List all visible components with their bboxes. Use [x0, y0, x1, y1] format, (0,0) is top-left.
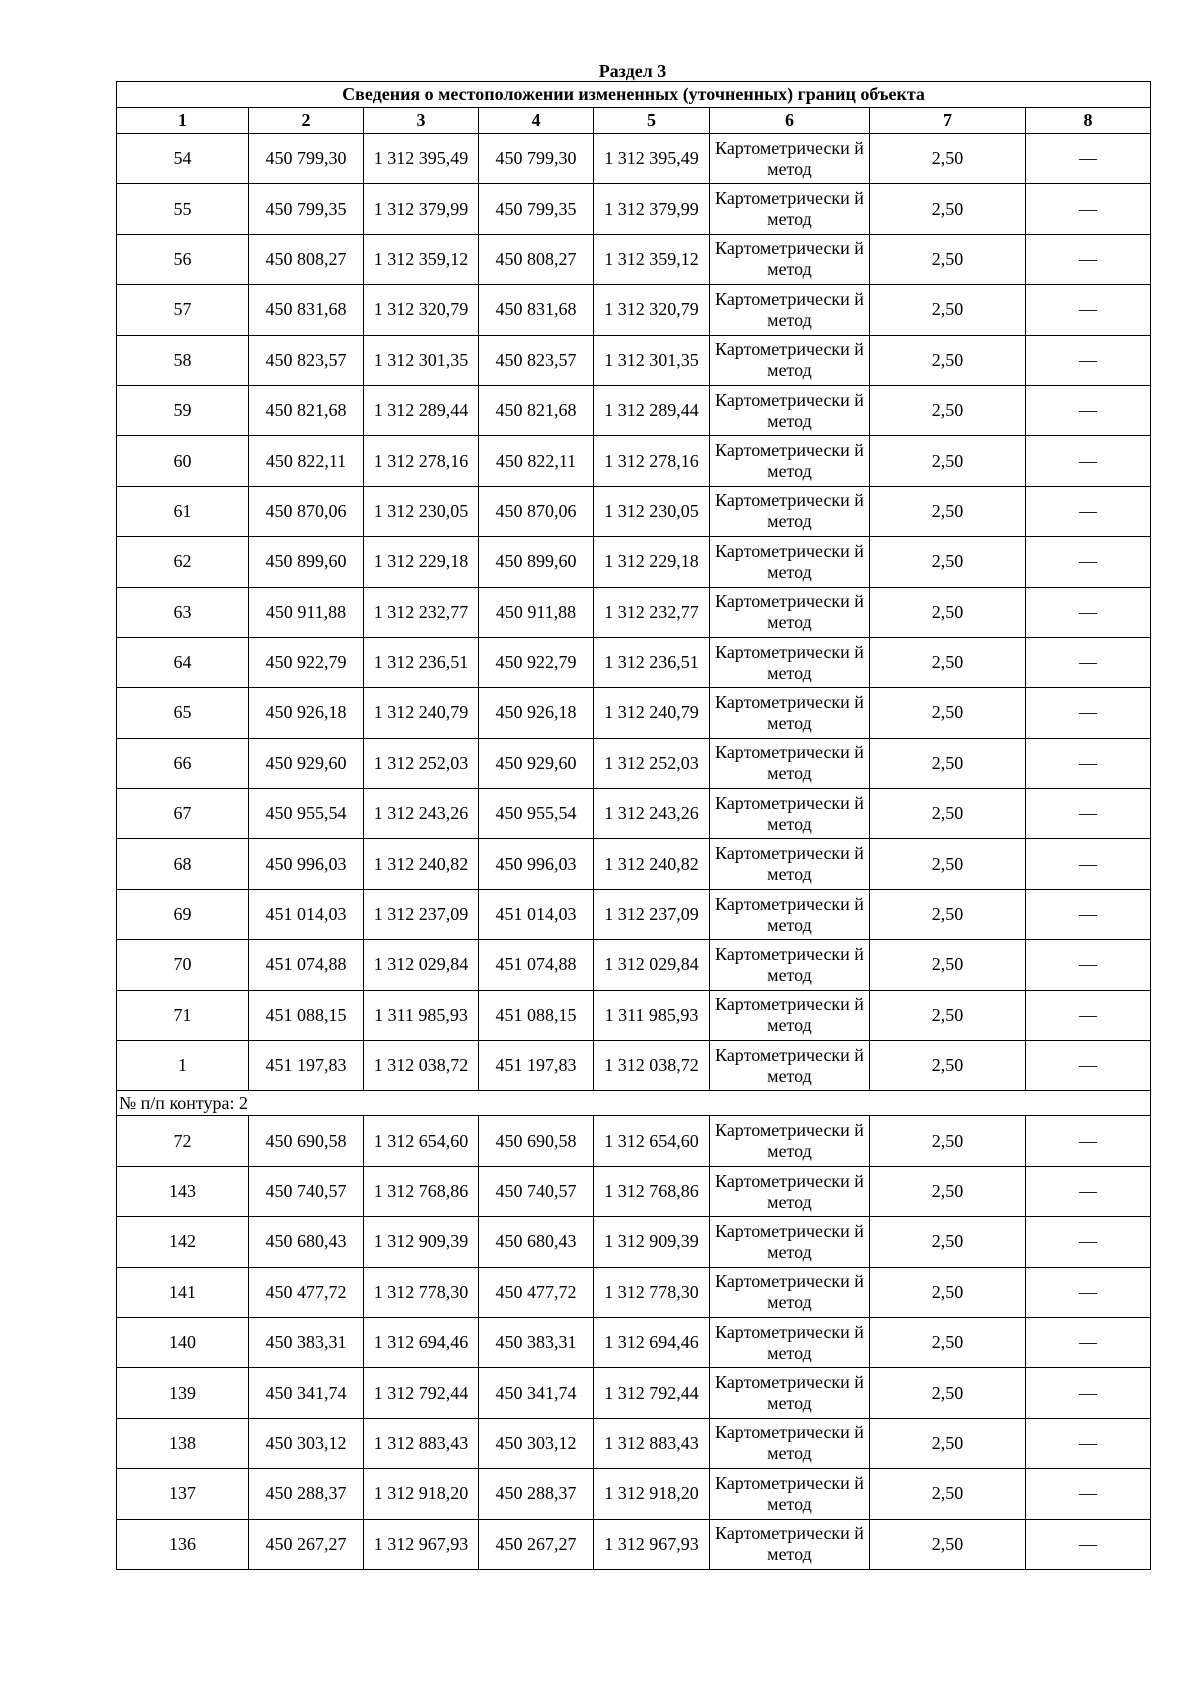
- table-row: [117, 385, 1151, 435]
- table-row: [117, 335, 1151, 385]
- table-row: [117, 134, 1151, 184]
- description-cell: —: [1026, 1217, 1151, 1267]
- method-cell: Картометрически й метод: [710, 990, 870, 1040]
- point-number-cell: 65: [117, 688, 249, 738]
- column-number-row: [117, 108, 1151, 134]
- description-cell: —: [1026, 738, 1151, 788]
- accuracy-cell: 2,50: [870, 990, 1026, 1040]
- y-new-cell: 1 312 232,77: [594, 587, 710, 637]
- method-cell: Картометрически й метод: [710, 184, 870, 234]
- x-new-cell: 451 074,88: [479, 940, 594, 990]
- method-cell: Картометрически й метод: [710, 1368, 870, 1418]
- point-number-cell: 56: [117, 234, 249, 284]
- table-row: [117, 1418, 1151, 1468]
- y-new-cell: 1 312 768,86: [594, 1166, 710, 1216]
- x-new-cell: 450 799,35: [479, 184, 594, 234]
- y-new-cell: 1 312 038,72: [594, 1041, 710, 1091]
- y-existing-cell: 1 312 395,49: [364, 134, 479, 184]
- point-number-cell: 1: [117, 1041, 249, 1091]
- method-cell: Картометрически й метод: [710, 738, 870, 788]
- table-row: [117, 184, 1151, 234]
- y-existing-cell: 1 312 301,35: [364, 335, 479, 385]
- column-number: 4: [479, 108, 594, 134]
- x-existing-cell: 450 680,43: [249, 1217, 364, 1267]
- point-number-cell: 138: [117, 1418, 249, 1468]
- table-row: [117, 889, 1151, 939]
- point-number-cell: 70: [117, 940, 249, 990]
- accuracy-cell: 2,50: [870, 234, 1026, 284]
- table-row: [117, 990, 1151, 1040]
- point-number-cell: 59: [117, 385, 249, 435]
- accuracy-cell: 2,50: [870, 1217, 1026, 1267]
- x-new-cell: 450 690,58: [479, 1116, 594, 1166]
- x-new-cell: 450 823,57: [479, 335, 594, 385]
- y-existing-cell: 1 312 240,82: [364, 839, 479, 889]
- x-new-cell: 450 996,03: [479, 839, 594, 889]
- accuracy-cell: 2,50: [870, 385, 1026, 435]
- accuracy-cell: 2,50: [870, 1469, 1026, 1519]
- point-number-cell: 54: [117, 134, 249, 184]
- method-cell: Картометрически й метод: [710, 1166, 870, 1216]
- y-new-cell: 1 312 029,84: [594, 940, 710, 990]
- method-cell: Картометрически й метод: [710, 1217, 870, 1267]
- x-existing-cell: 451 088,15: [249, 990, 364, 1040]
- table-row: [117, 1166, 1151, 1216]
- x-existing-cell: 450 899,60: [249, 537, 364, 587]
- y-new-cell: 1 312 252,03: [594, 738, 710, 788]
- x-existing-cell: 450 288,37: [249, 1469, 364, 1519]
- point-number-cell: 139: [117, 1368, 249, 1418]
- x-existing-cell: 450 690,58: [249, 1116, 364, 1166]
- point-number-cell: 67: [117, 789, 249, 839]
- method-cell: Картометрически й метод: [710, 1116, 870, 1166]
- table-caption: Сведения о местоположении измененных (уточненных) границ объекта: [117, 82, 1151, 108]
- method-cell: Картометрически й метод: [710, 839, 870, 889]
- x-new-cell: 450 821,68: [479, 385, 594, 435]
- table-row: [117, 285, 1151, 335]
- y-existing-cell: 1 312 918,20: [364, 1469, 479, 1519]
- column-number: 1: [117, 108, 249, 134]
- x-existing-cell: 450 799,35: [249, 184, 364, 234]
- y-existing-cell: 1 312 359,12: [364, 234, 479, 284]
- y-new-cell: 1 312 301,35: [594, 335, 710, 385]
- description-cell: —: [1026, 688, 1151, 738]
- method-cell: Картометрически й метод: [710, 134, 870, 184]
- accuracy-cell: 2,50: [870, 184, 1026, 234]
- point-number-cell: 68: [117, 839, 249, 889]
- y-existing-cell: 1 312 792,44: [364, 1368, 479, 1418]
- accuracy-cell: 2,50: [870, 134, 1026, 184]
- accuracy-cell: 2,50: [870, 1166, 1026, 1216]
- point-number-cell: 55: [117, 184, 249, 234]
- y-new-cell: 1 312 240,79: [594, 688, 710, 738]
- accuracy-cell: 2,50: [870, 537, 1026, 587]
- column-number: 6: [710, 108, 870, 134]
- description-cell: —: [1026, 385, 1151, 435]
- y-new-cell: 1 312 278,16: [594, 436, 710, 486]
- x-new-cell: 450 922,79: [479, 637, 594, 687]
- description-cell: —: [1026, 1116, 1151, 1166]
- method-cell: Картометрически й метод: [710, 1519, 870, 1569]
- x-existing-cell: 450 870,06: [249, 486, 364, 536]
- y-new-cell: 1 312 967,93: [594, 1519, 710, 1569]
- point-number-cell: 57: [117, 285, 249, 335]
- description-cell: —: [1026, 335, 1151, 385]
- y-existing-cell: 1 311 985,93: [364, 990, 479, 1040]
- method-cell: Картометрически й метод: [710, 587, 870, 637]
- y-existing-cell: 1 312 237,09: [364, 889, 479, 939]
- method-cell: Картометрически й метод: [710, 436, 870, 486]
- y-existing-cell: 1 312 654,60: [364, 1116, 479, 1166]
- point-number-cell: 62: [117, 537, 249, 587]
- method-cell: Картометрически й метод: [710, 889, 870, 939]
- table-body: [117, 82, 1151, 1570]
- point-number-cell: 61: [117, 486, 249, 536]
- accuracy-cell: 2,50: [870, 1519, 1026, 1569]
- table-row: [117, 1267, 1151, 1317]
- accuracy-cell: 2,50: [870, 1041, 1026, 1091]
- accuracy-cell: 2,50: [870, 285, 1026, 335]
- x-new-cell: 451 014,03: [479, 889, 594, 939]
- accuracy-cell: 2,50: [870, 789, 1026, 839]
- x-existing-cell: 450 740,57: [249, 1166, 364, 1216]
- x-existing-cell: 450 267,27: [249, 1519, 364, 1569]
- x-new-cell: 450 680,43: [479, 1217, 594, 1267]
- x-new-cell: 450 831,68: [479, 285, 594, 335]
- x-existing-cell: 450 911,88: [249, 587, 364, 637]
- point-number-cell: 137: [117, 1469, 249, 1519]
- table-row: [117, 587, 1151, 637]
- y-new-cell: 1 312 778,30: [594, 1267, 710, 1317]
- method-cell: Картометрически й метод: [710, 234, 870, 284]
- x-existing-cell: 451 074,88: [249, 940, 364, 990]
- y-existing-cell: 1 312 243,26: [364, 789, 479, 839]
- x-new-cell: 451 088,15: [479, 990, 594, 1040]
- table-row: [117, 436, 1151, 486]
- x-new-cell: 451 197,83: [479, 1041, 594, 1091]
- table-row: [117, 1368, 1151, 1418]
- x-existing-cell: 450 822,11: [249, 436, 364, 486]
- x-new-cell: 450 899,60: [479, 537, 594, 587]
- x-new-cell: 450 955,54: [479, 789, 594, 839]
- table-row: [117, 688, 1151, 738]
- point-number-cell: 136: [117, 1519, 249, 1569]
- x-existing-cell: 450 922,79: [249, 637, 364, 687]
- accuracy-cell: 2,50: [870, 940, 1026, 990]
- table-row: [117, 1217, 1151, 1267]
- y-new-cell: 1 312 395,49: [594, 134, 710, 184]
- table-row: [117, 537, 1151, 587]
- table-row: [117, 940, 1151, 990]
- point-number-cell: 63: [117, 587, 249, 637]
- x-existing-cell: 451 197,83: [249, 1041, 364, 1091]
- point-number-cell: 142: [117, 1217, 249, 1267]
- point-number-cell: 72: [117, 1116, 249, 1166]
- accuracy-cell: 2,50: [870, 436, 1026, 486]
- x-new-cell: 450 929,60: [479, 738, 594, 788]
- x-new-cell: 450 477,72: [479, 1267, 594, 1317]
- x-existing-cell: 450 799,30: [249, 134, 364, 184]
- accuracy-cell: 2,50: [870, 889, 1026, 939]
- method-cell: Картометрически й метод: [710, 1418, 870, 1468]
- y-existing-cell: 1 312 778,30: [364, 1267, 479, 1317]
- x-new-cell: 450 870,06: [479, 486, 594, 536]
- y-existing-cell: 1 312 320,79: [364, 285, 479, 335]
- x-existing-cell: 450 929,60: [249, 738, 364, 788]
- y-new-cell: 1 312 240,82: [594, 839, 710, 889]
- y-existing-cell: 1 312 230,05: [364, 486, 479, 536]
- description-cell: —: [1026, 1041, 1151, 1091]
- accuracy-cell: 2,50: [870, 486, 1026, 536]
- y-new-cell: 1 312 379,99: [594, 184, 710, 234]
- description-cell: —: [1026, 537, 1151, 587]
- description-cell: —: [1026, 1368, 1151, 1418]
- x-existing-cell: 450 383,31: [249, 1317, 364, 1367]
- accuracy-cell: 2,50: [870, 839, 1026, 889]
- accuracy-cell: 2,50: [870, 738, 1026, 788]
- accuracy-cell: 2,50: [870, 1368, 1026, 1418]
- y-existing-cell: 1 312 240,79: [364, 688, 479, 738]
- table-row: [117, 234, 1151, 284]
- description-cell: —: [1026, 436, 1151, 486]
- description-cell: —: [1026, 134, 1151, 184]
- accuracy-cell: 2,50: [870, 1116, 1026, 1166]
- method-cell: Картометрически й метод: [710, 1267, 870, 1317]
- x-new-cell: 450 341,74: [479, 1368, 594, 1418]
- method-cell: Картометрически й метод: [710, 688, 870, 738]
- description-cell: —: [1026, 1469, 1151, 1519]
- accuracy-cell: 2,50: [870, 587, 1026, 637]
- y-new-cell: 1 312 359,12: [594, 234, 710, 284]
- x-new-cell: 450 740,57: [479, 1166, 594, 1216]
- method-cell: Картометрически й метод: [710, 789, 870, 839]
- y-existing-cell: 1 312 883,43: [364, 1418, 479, 1468]
- method-cell: Картометрически й метод: [710, 1469, 870, 1519]
- x-new-cell: 450 926,18: [479, 688, 594, 738]
- column-number: 2: [249, 108, 364, 134]
- description-cell: —: [1026, 184, 1151, 234]
- point-number-cell: 141: [117, 1267, 249, 1317]
- x-existing-cell: 450 303,12: [249, 1418, 364, 1468]
- y-existing-cell: 1 312 038,72: [364, 1041, 479, 1091]
- x-existing-cell: 450 926,18: [249, 688, 364, 738]
- column-number: 8: [1026, 108, 1151, 134]
- x-existing-cell: 450 996,03: [249, 839, 364, 889]
- table-caption-row: [117, 82, 1151, 108]
- method-cell: Картометрически й метод: [710, 385, 870, 435]
- method-cell: Картометрически й метод: [710, 940, 870, 990]
- y-existing-cell: 1 312 236,51: [364, 637, 479, 687]
- description-cell: —: [1026, 839, 1151, 889]
- y-existing-cell: 1 312 229,18: [364, 537, 479, 587]
- accuracy-cell: 2,50: [870, 688, 1026, 738]
- table-row: [117, 1116, 1151, 1166]
- accuracy-cell: 2,50: [870, 1267, 1026, 1317]
- column-number: 3: [364, 108, 479, 134]
- table-row: [117, 637, 1151, 687]
- y-new-cell: 1 312 918,20: [594, 1469, 710, 1519]
- description-cell: —: [1026, 1317, 1151, 1367]
- accuracy-cell: 2,50: [870, 335, 1026, 385]
- x-existing-cell: 450 808,27: [249, 234, 364, 284]
- method-cell: Картометрически й метод: [710, 537, 870, 587]
- x-existing-cell: 450 477,72: [249, 1267, 364, 1317]
- y-new-cell: 1 312 654,60: [594, 1116, 710, 1166]
- x-new-cell: 450 267,27: [479, 1519, 594, 1569]
- point-number-cell: 60: [117, 436, 249, 486]
- method-cell: Картометрически й метод: [710, 1317, 870, 1367]
- accuracy-cell: 2,50: [870, 1418, 1026, 1468]
- y-new-cell: 1 312 792,44: [594, 1368, 710, 1418]
- x-new-cell: 450 808,27: [479, 234, 594, 284]
- description-cell: —: [1026, 285, 1151, 335]
- contour-label: № п/п контура: 2: [117, 1091, 1151, 1116]
- description-cell: —: [1026, 789, 1151, 839]
- description-cell: —: [1026, 990, 1151, 1040]
- point-number-cell: 140: [117, 1317, 249, 1367]
- table-row: [117, 1519, 1151, 1569]
- y-new-cell: 1 312 243,26: [594, 789, 710, 839]
- contour-label-row: [117, 1091, 1151, 1116]
- table-row: [117, 1041, 1151, 1091]
- y-existing-cell: 1 312 379,99: [364, 184, 479, 234]
- y-existing-cell: 1 312 289,44: [364, 385, 479, 435]
- point-number-cell: 143: [117, 1166, 249, 1216]
- x-new-cell: 450 303,12: [479, 1418, 594, 1468]
- y-new-cell: 1 312 230,05: [594, 486, 710, 536]
- method-cell: Картометрически й метод: [710, 637, 870, 687]
- description-cell: —: [1026, 234, 1151, 284]
- method-cell: Картометрически й метод: [710, 486, 870, 536]
- y-existing-cell: 1 312 029,84: [364, 940, 479, 990]
- column-number: 7: [870, 108, 1026, 134]
- method-cell: Картометрически й метод: [710, 1041, 870, 1091]
- boundary-coordinates-table: [116, 81, 1151, 1570]
- description-cell: —: [1026, 637, 1151, 687]
- x-new-cell: 450 799,30: [479, 134, 594, 184]
- y-new-cell: 1 312 236,51: [594, 637, 710, 687]
- table-row: [117, 1317, 1151, 1367]
- method-cell: Картометрически й метод: [710, 335, 870, 385]
- y-existing-cell: 1 312 232,77: [364, 587, 479, 637]
- description-cell: —: [1026, 1166, 1151, 1216]
- x-existing-cell: 450 823,57: [249, 335, 364, 385]
- table-row: [117, 789, 1151, 839]
- description-cell: —: [1026, 587, 1151, 637]
- y-new-cell: 1 311 985,93: [594, 990, 710, 1040]
- description-cell: —: [1026, 889, 1151, 939]
- x-existing-cell: 450 955,54: [249, 789, 364, 839]
- y-new-cell: 1 312 229,18: [594, 537, 710, 587]
- method-cell: Картометрически й метод: [710, 285, 870, 335]
- accuracy-cell: 2,50: [870, 637, 1026, 687]
- x-existing-cell: 450 831,68: [249, 285, 364, 335]
- y-new-cell: 1 312 883,43: [594, 1418, 710, 1468]
- x-new-cell: 450 822,11: [479, 436, 594, 486]
- table-row: [117, 839, 1151, 889]
- table-row: [117, 738, 1151, 788]
- section-title: Раздел 3: [598, 61, 667, 81]
- y-existing-cell: 1 312 278,16: [364, 436, 479, 486]
- y-existing-cell: 1 312 967,93: [364, 1519, 479, 1569]
- y-existing-cell: 1 312 768,86: [364, 1166, 479, 1216]
- point-number-cell: 64: [117, 637, 249, 687]
- y-new-cell: 1 312 320,79: [594, 285, 710, 335]
- point-number-cell: 66: [117, 738, 249, 788]
- table-row: [117, 486, 1151, 536]
- x-existing-cell: 451 014,03: [249, 889, 364, 939]
- accuracy-cell: 2,50: [870, 1317, 1026, 1367]
- description-cell: —: [1026, 940, 1151, 990]
- point-number-cell: 69: [117, 889, 249, 939]
- x-existing-cell: 450 821,68: [249, 385, 364, 435]
- point-number-cell: 71: [117, 990, 249, 1040]
- point-number-cell: 58: [117, 335, 249, 385]
- column-number: 5: [594, 108, 710, 134]
- x-new-cell: 450 288,37: [479, 1469, 594, 1519]
- x-new-cell: 450 911,88: [479, 587, 594, 637]
- description-cell: —: [1026, 1519, 1151, 1569]
- y-new-cell: 1 312 237,09: [594, 889, 710, 939]
- x-existing-cell: 450 341,74: [249, 1368, 364, 1418]
- y-existing-cell: 1 312 694,46: [364, 1317, 479, 1367]
- y-existing-cell: 1 312 252,03: [364, 738, 479, 788]
- y-existing-cell: 1 312 909,39: [364, 1217, 479, 1267]
- description-cell: —: [1026, 1418, 1151, 1468]
- y-new-cell: 1 312 909,39: [594, 1217, 710, 1267]
- table-row: [117, 1469, 1151, 1519]
- x-new-cell: 450 383,31: [479, 1317, 594, 1367]
- y-new-cell: 1 312 694,46: [594, 1317, 710, 1367]
- description-cell: —: [1026, 486, 1151, 536]
- y-new-cell: 1 312 289,44: [594, 385, 710, 435]
- description-cell: —: [1026, 1267, 1151, 1317]
